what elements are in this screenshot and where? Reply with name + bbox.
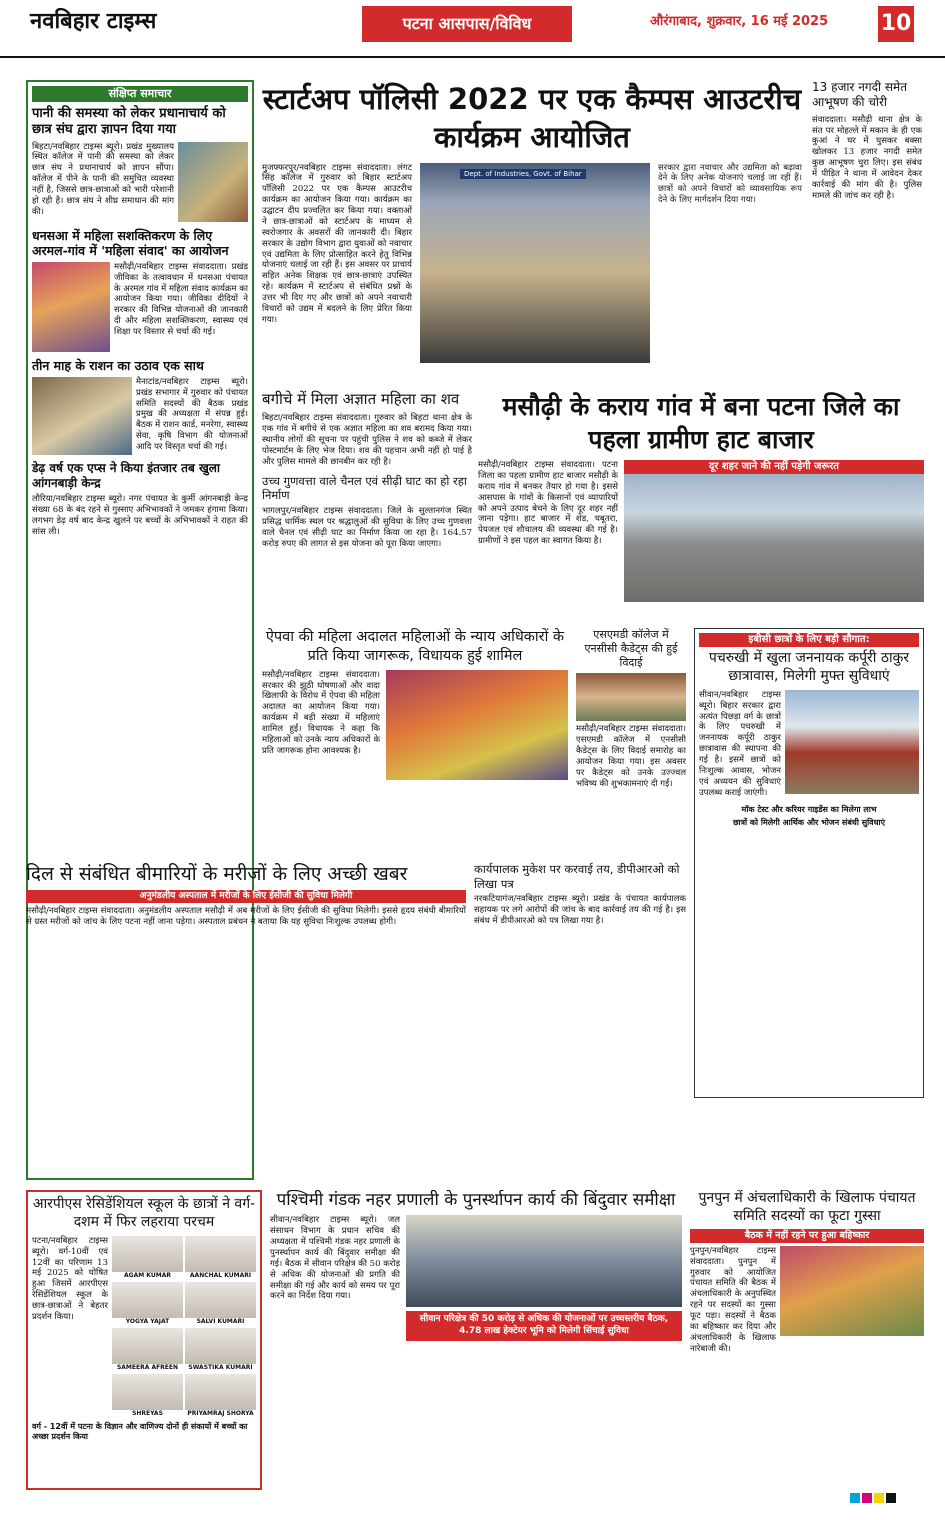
theft-headline: 13 हजार नगदी समेत आभूषण की चोरी: [812, 80, 908, 110]
karpoori-story: [694, 628, 924, 1098]
canal-pullquote: सीवान परिक्षेत्र की 50 करोड़ से अधिक की योजनाओं पर उच्चस्तरीय बैठक, 4.78 लाख हेक्टेयर भूमि को मिलेगी सिंचाई सुविधा: [406, 1311, 682, 1340]
student-name: YOGYA YAJAT: [112, 1318, 183, 1326]
aipwa-body: मसौढ़ी/नवबिहार टाइम्स संवाददाता। सरकार की झूठी घोषणाओं और वादा खिलाफी के विरोध में ऐपवा की महिला अदालत का आयोजन किया गया। कार्यक्रम में बड़ी संख्या में महिलाएं शामिल हुईं। विधायक ने कहा कि महिलाओं को उनके न्याय अधिकारों के प्रति जागरूक होना आवश्यक है।: [262, 669, 380, 756]
student-name: AANCHAL KUMARI: [185, 1272, 256, 1280]
punpun-photo: [780, 1246, 924, 1336]
canal-body: सीवान/नवबिहार टाइम्स ब्यूरो। जल संसाधन विभाग के प्रधान सचिव की अध्यक्षता में पश्चिमी गंडक नहर प्रणाली के पुनर्स्थापन कार्य की बिंदुवार समीक्षा की गई। बैठक में सीवान परिक्षेत्र की 50 करोड़ से अधिक की योजनाओं की प्रगति की समीक्षा की गई और कार्य को समय पर पूरा करने का निर्देश दिया गया।: [270, 1215, 400, 1302]
brief-label: संक्षिप्त समाचार: [32, 86, 248, 102]
ncc-photo: [576, 673, 686, 721]
ncc-headline: एसएमडी कॉलेज में एनसीसी कैडेट्स की हुई विदाई: [584, 628, 678, 670]
body-text: बिहटा/नवबिहार टाइम्स संवाददाता। गुरुवार को बिहटा थाना क्षेत्र के एक गांव में बगीचे से एक अज्ञात महिला का शव बरामद किया गया। स्थानीय लोगों की सूचना पर पहुंची पुलिस ने शव को कब्जे में लेकर पोस्टमार्टम के लिए भेज दिया। शव की पहचान अभी नहीं हो पाई है और पुलिस मामले की छानबीन कर रही है।: [262, 413, 472, 467]
brief-headline: पानी की समस्या को लेकर प्रधानाचार्य को छात्र संघ द्वारा ज्ञापन दिया गया: [32, 106, 226, 138]
photo-banner: Dept. of Industries, Govt. of Bihar: [460, 169, 586, 180]
student-grid: [112, 1236, 256, 1418]
ncc-story: [576, 628, 686, 848]
lead-headline: स्टार्टअप पॉलिसी 2022 पर एक कैम्पस आउटरीच कार्यक्रम आयोजित: [262, 82, 802, 155]
theft-body: संवाददाता। मसौढ़ी थाना क्षेत्र के संत पर मोहल्ले में मकान के ही एक कुआं ने घर में घुसकर बक्सा खोलकर 13 हजार नगदी समेत कुछ आभूषण चुरा लिए। इस संबंध में पीड़ित ने थाना में आवेदन देकर कार्रवाई की मांग की है। पुलिस मामले की जांच कर रही है।: [812, 114, 922, 201]
punpun-tagline: बैठक में नहीं रहने पर हुआ बहिष्कार: [690, 1229, 924, 1243]
student-name: SHREYAS: [112, 1410, 183, 1418]
student-tile: [112, 1282, 183, 1326]
karpoori-sub2: छात्रों को मिलेगी आर्थिक और भोजन संबंधी सुविधाएं: [732, 817, 886, 827]
haat-story: [478, 390, 924, 622]
aipwa-headline: ऐपवा की महिला अदालत महिलाओं के न्याय अधिकारों के प्रति किया जागरूक, विधायक हुई शामिल: [265, 629, 565, 664]
aipwa-photo: [386, 670, 568, 780]
aipwa-story: [262, 628, 568, 848]
haat-photo: [624, 474, 924, 602]
officer-body: नरकटियागंज/नवबिहार टाइम्स ब्यूरो। प्रखंड के पंचायत कार्यपालक सहायक पर लगे आरोपों की जांच के बाद कार्रवाई तय की गई है। इस संबंध में डीपीआरओ को पत्र लिखा गया है।: [474, 894, 686, 927]
lead-body: मुजफ्फरपुर/नवबिहार टाइम्स संवाददाता। लंगट सिंह कॉलेज में गुरुवार को बिहार स्टार्टअप पॉलिसी 2022 पर एक कैम्पस आउटरीच कार्यक्रम का आयोजन किया गया। कार्यक्रम का उद्घाटन दीप प्रज्वलित कर किया गया। वक्ताओं ने छात्र-छात्राओं को स्टार्टअप के माध्यम से स्वरोजगार के अवसरों की जानकारी दी। बिहार सरकार के उद्योग विभाग द्वारा युवाओं को नवाचार एवं उद्यमिता के लिए प्रोत्साहित करने हेतु विभिन्न योजनाएं चलाई जा रही हैं। इस अवसर पर प्राचार्य सहित अनेक शिक्षक एवं छात्र-छात्राएं उपस्थित रहे। कार्यक्रम में स्टार्टअप से संबंधित प्रश्नों के उत्तर भी दिए गए और छात्रों को अपने नवाचारी विचारों को उद्यम में बदलने के लिए प्रेरित किया गया।: [262, 162, 412, 325]
punpun-headline: पुनपुन में अंचलाधिकारी के खिलाफ पंचायत समिति सदस्यों का फूटा गुस्सा: [698, 1190, 916, 1224]
brief-item: [32, 461, 248, 538]
ghat-body: भागलपुर/नवबिहार टाइम्स संवाददाता। जिले के सुल्तानगंज स्थित प्रसिद्ध धार्मिक स्थल पर श्रद्धालुओं की सुविधा के लिए उच्च गुणवत्ता वाले चैनल एवं सीढ़ी घाट का निर्माण किया जा रहा है। 164.57 करोड़ रुपए की लागत से इस योजना को पूरा किया जाएगा।: [262, 506, 472, 549]
brief-body: लौरिया/नवबिहार टाइम्स ब्यूरो। नगर पंचायत के कुर्मी आंगनबाड़ी केन्द्र संख्या 68 के बंद रहने से गुस्साए अभिभावकों ने जमकर हंगामा किया। लगभग डेढ़ वर्ष बाद केन्द्र खुलने पर बच्चों के अभिभावकों ने राहत की सांस ली।: [32, 494, 248, 538]
ecg-body: मसौढ़ी/नवबिहार टाइम्स संवाददाता। अनुमंडलीय अस्पताल मसौढ़ी में अब मरीजों के लिए ईसीजी की सुविधा मिलेगी। इससे हृदय संबंधी बीमारियों से ग्रस्त मरीजों को जांच के लिए पटना नहीं जाना पड़ेगा। अस्पताल प्रबंधन ने बताया कि यह सुविधा निःशुल्क उपलब्ध होगी।: [26, 906, 466, 928]
school-story: [26, 1190, 262, 1490]
haat-headline: मसौढ़ी के कराय गांव में बना पटना जिले का पहला ग्रामीण हाट बाजार: [502, 392, 900, 454]
brief-column: [26, 80, 254, 1180]
student-tile: [112, 1236, 183, 1280]
student-tile: [185, 1374, 256, 1418]
ecg-headline: दिल से संबंधित बीमारियों के मरीजों के लिए अच्छी खबर: [26, 863, 408, 885]
student-name: PRIYAMRAJ SHORYA: [185, 1410, 256, 1418]
brief-item: [32, 228, 248, 352]
page-number: 10: [878, 6, 914, 42]
ghat-headline: उच्च गुणवत्ता वाले चैनल एवं सीढ़ी घाट का हो रहा निर्माण: [262, 473, 467, 503]
brief-body: बिहटा/नवबिहार टाइम्स ब्यूरो। प्रखंड मुख्यालय स्थित कॉलेज में पानी की समस्या को लेकर छात्र संघ ने प्रधानाचार्य को ज्ञापन सौंपा। कॉलेज में पीने के पानी की समुचित व्यवस्था नहीं है, जिससे छात्र-छात्राओं को भारी परेशानी हो रही है। छात्र संघ ने शीघ्र समाधान की मांग की।: [32, 141, 174, 217]
student-tile: [185, 1236, 256, 1280]
student-name: SWASTIKA KUMARI: [185, 1364, 256, 1372]
ecg-sub-headline: अनुमंडलीय अस्पताल में मरीजों के लिए ईसीजी की सुविधा मिलेगी: [26, 890, 466, 903]
ncc-body: मसौढ़ी/नवबिहार टाइम्स संवाददाता। एसएमडी कॉलेज में एनसीसी कैडेट्स के लिए विदाई समारोह का आयोजन किया गया। इस अवसर पर कैडेट्स को उनके उज्ज्वल भविष्य की शुभकामनाएं दी गईं।: [576, 724, 686, 789]
news-photo: [32, 262, 110, 352]
haat-body: मसौढ़ी/नवबिहार टाइम्स संवाददाता। पटना जिला का पहला ग्रामीण हाट बाजार मसौढ़ी के कराय गांव में बनकर तैयार हो गया है। इससे आसपास के गांवों के किसानों एवं व्यापारियों को अपने उत्पाद बेचने के लिए दूर शहर नहीं जाना पड़ेगा। हाट बाजार में शेड, चबूतरा, पेयजल एवं शौचालय की व्यवस्था की गई है। ग्रामीणों ने इस पहल का स्वागत किया है।: [478, 460, 618, 547]
date-line: औरंगाबाद, शुक्रवार, 16 मई 2025: [650, 14, 829, 29]
school-body: पटना/नवबिहार टाइम्स ब्यूरो। वर्ग-10वीं एवं 12वीं का परिणाम 13 मई 2025 को घोषित हुआ जिसमें आरपीएस रेसिडेंशियल स्कूल के छात्र-छात्राओं ने बेहतर प्रदर्शन किया।: [32, 1235, 108, 1322]
student-name: SAMEERA AFREEN: [112, 1364, 183, 1372]
officer-story: [474, 862, 686, 980]
haat-tagline: दूर शहर जाने की नहीं पड़ेगी जरूरत: [624, 460, 924, 474]
lead-body-cont: सरकार द्वारा नवाचार और उद्यमिता को बढ़ावा देने के लिए अनेक योजनाएं चलाई जा रही हैं। छात्रों को अपने विचारों को व्यावसायिक रूप देने के लिए मार्गदर्शन दिया गया।: [658, 162, 802, 206]
officer-headline: कार्यपालक मुकेश पर करवाई तय, डीपीआरओ को लिखा पत्र: [474, 862, 680, 891]
school-headline: आरपीएस रेसिडेंशियल स्कूल के छात्रों ने वर्ग-दशम में फिर लहराया परचम: [32, 1196, 256, 1230]
theft-story: [812, 80, 922, 380]
punpun-body: पुनपुन/नवबिहार टाइम्स संवाददाता। पुनपुन में गुरुवार को आयोजित पंचायत समिति की बैठक में अंचलाधिकारी के अनुपस्थित रहने पर सदस्यों का गुस्सा फूट पड़ा। सदस्यों ने बैठक का बहिष्कार कर दिया और अंचलाधिकारी के खिलाफ नारेबाजी की।: [690, 1245, 776, 1354]
canal-story: [270, 1190, 682, 1490]
karpoori-photo: [785, 690, 919, 794]
ecg-story: [26, 862, 466, 980]
lead-photo: [420, 163, 650, 363]
masthead: [0, 0, 945, 58]
publication-name: नवबिहार टाइम्स: [30, 9, 157, 34]
brief-item: [32, 106, 248, 222]
student-tile: [185, 1328, 256, 1372]
news-photo: [178, 142, 248, 222]
student-tile: [112, 1328, 183, 1372]
student-tile: [185, 1282, 256, 1326]
lead-story: [262, 80, 802, 380]
brief-body: मसौढ़ी/नवबिहार टाइम्स संवाददाता। प्रखंड जीविका के तत्वावधान में धनसआ पंचायत के अरमल गांव में महिला संवाद कार्यक्रम का आयोजन किया गया। जीविका दीदियों ने सरकार की विभिन्न योजनाओं की जानकारी दी और महिला सशक्तिकरण, स्वास्थ्य एवं शिक्षा पर विस्तार से चर्चा की गई।: [114, 261, 249, 337]
karpoori-body: सीवान/नवबिहार टाइम्स ब्यूरो। बिहार सरकार द्वारा अत्यंत पिछड़ा वर्ग के छात्रों के लिए पचरुखी में जननायक कर्पूरी ठाकुर छात्रावास की स्थापना की गई है। इसमें छात्रों को निःशुल्क आवास, भोजन एवं अध्ययन की सुविधाएं उपलब्ध कराई जाएंगी।: [699, 689, 781, 798]
punpun-story: [690, 1190, 924, 1490]
canal-headline: पश्चिमी गंडक नहर प्रणाली के पुनर्स्थापन कार्य की बिंदुवार समीक्षा: [276, 1190, 676, 1210]
body-story: [262, 390, 472, 622]
news-photo: [32, 377, 132, 455]
student-tile: [112, 1374, 183, 1418]
canal-photo: [406, 1215, 682, 1307]
brief-item: [32, 358, 248, 455]
karpoori-sub1: मॉक टेस्ट और करियर गाइडेंस का मिलेगा लाभ: [741, 804, 877, 814]
brief-headline: डेढ़ वर्ष एक एप्स ने किया इंतजार तब खुला आंगनबाड़ी केन्द्र: [32, 460, 221, 491]
brief-headline: तीन माह के राशन का उठाव एक साथ: [32, 357, 204, 373]
karpoori-headline: पचरुखी में खुला जननायक कर्पूरी ठाकुर छात्रावास, मिलेगी मुफ्त सुविधाएं: [708, 650, 910, 684]
student-name: SALVI KUMARI: [185, 1318, 256, 1326]
student-name: AGAM KUMAR: [112, 1272, 183, 1280]
registration-mark-icon: [850, 1493, 898, 1503]
section-label: पटना आसपास/विविध: [362, 6, 572, 42]
karpoori-flag: इबीसी छात्रों के लिए बड़ी सौगात:: [699, 633, 919, 647]
body-headline: बगीचे में मिला अज्ञात महिला का शव: [262, 390, 460, 408]
school-note: वर्ग - 12वीं में पटना के विज्ञान और वाणिज्य दोनों ही संकायों में बच्चों का अच्छा प्रदर्शन किया: [32, 1421, 248, 1442]
brief-body: मैनाटांड/नवबिहार टाइम्स ब्यूरो। प्रखंड सभागार में गुरुवार को पंचायत समिति सदस्यों की बैठक प्रखंड प्रमुख की अध्यक्षता में संपन्न हुई। बैठक में राशन कार्ड, मनरेगा, स्वास्थ्य सेवा, कृषि विभाग की योजनाओं आदि पर विस्तृत चर्चा की गई।: [136, 376, 248, 452]
brief-headline: धनसआ में महिला सशक्तिकरण के लिए अरमल-गांव में 'महिला संवाद' का आयोजन: [32, 227, 229, 259]
